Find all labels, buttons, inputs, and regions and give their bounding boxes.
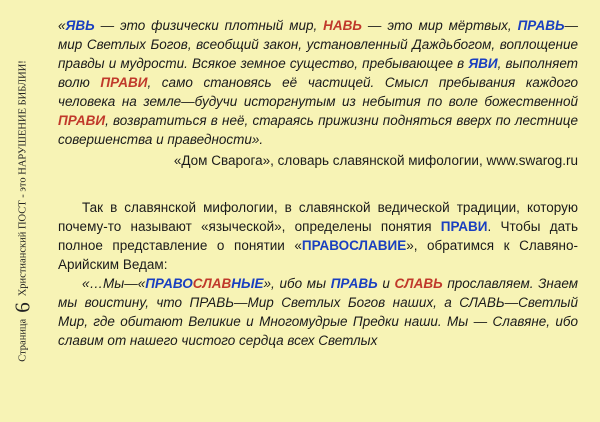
term-pravi: ПРАВИ bbox=[58, 113, 106, 128]
term-pravo: ПРАВО bbox=[145, 276, 193, 291]
quote-text: , выполняет волю bbox=[58, 56, 578, 90]
quote-source: «Дом Сварога», словарь славянской мифологии, www.swarog.ru bbox=[173, 153, 578, 168]
term-prav: ПРАВЬ bbox=[330, 276, 378, 291]
term-prav: ПРАВЬ bbox=[517, 18, 565, 33]
spacer bbox=[58, 170, 578, 198]
term-slav-2: СЛАВЬ bbox=[394, 276, 443, 291]
term-pravoslavie: ПРАВОСЛАВИЕ bbox=[301, 238, 407, 253]
page-label: Страница bbox=[17, 318, 29, 362]
body-text: . Чтобы дать полное представление о понятии « bbox=[58, 219, 578, 253]
quote-text: », ибо мы bbox=[263, 276, 331, 291]
body-text: Так в славянской мифологии, в славянской ведической традиции, которую почему-то называют «языческой», определены понятия bbox=[58, 200, 578, 234]
body-paragraph bbox=[58, 198, 578, 274]
page-spine bbox=[0, 0, 46, 422]
term-slav: СЛАВ bbox=[192, 276, 232, 291]
quote-text: , само становясь её частицей. Смысл пребывания каждого человека на земле—будучи исторгнутым из небытия по воле божественной bbox=[58, 75, 578, 109]
quote-text: и bbox=[377, 276, 395, 291]
quote-text: — это мир мёртвых, bbox=[361, 18, 518, 33]
book-title: Христианский ПОСТ - это НАРУШЕНИЕ БИБЛИИ! bbox=[17, 60, 29, 297]
term-yavi: ЯВИ bbox=[468, 56, 498, 71]
term-pravi: ПРАВИ bbox=[440, 219, 488, 234]
quote-text: —мир Светлых Богов, всеобщий закон, установленный Даждьбогом, воплощение правды и мудрости. Всякое земное существо, пребывающее в bbox=[58, 18, 579, 71]
spine-text bbox=[11, 60, 36, 362]
quote-text: , возвратиться в неё, стараясь прижизни подняться вверх по лестнице совершенства и праведности bbox=[58, 113, 578, 147]
quote-text: — это физически плотный мир, bbox=[94, 18, 324, 33]
body-text: », обратимся к Славяно-Арийским Ведам: bbox=[58, 238, 578, 272]
page-number: 6 bbox=[10, 302, 35, 313]
quote-text: прославляем. Знаем мы воистину, что ПРАВЬ—Мир Светлых Богов наших, а СЛАВЬ—Светлый Мир, где обитают Великие и Многомудрые Предки наши. Мы — Славяне, ибо славим от нашего чистого сердца всех Светлых bbox=[58, 276, 578, 348]
term-pravi: ПРАВИ bbox=[100, 75, 148, 90]
quote-mark: « bbox=[58, 18, 66, 33]
term-nye: НЫЕ bbox=[231, 276, 264, 291]
term-yav: ЯВЬ bbox=[65, 18, 95, 33]
quote-text: «…Мы—« bbox=[82, 276, 146, 291]
page-content bbox=[58, 16, 578, 350]
quote-paragraph-2 bbox=[58, 274, 578, 350]
term-nav: НАВЬ bbox=[323, 18, 362, 33]
quote-paragraph-1 bbox=[58, 16, 578, 149]
quote-mark: ». bbox=[251, 132, 264, 147]
